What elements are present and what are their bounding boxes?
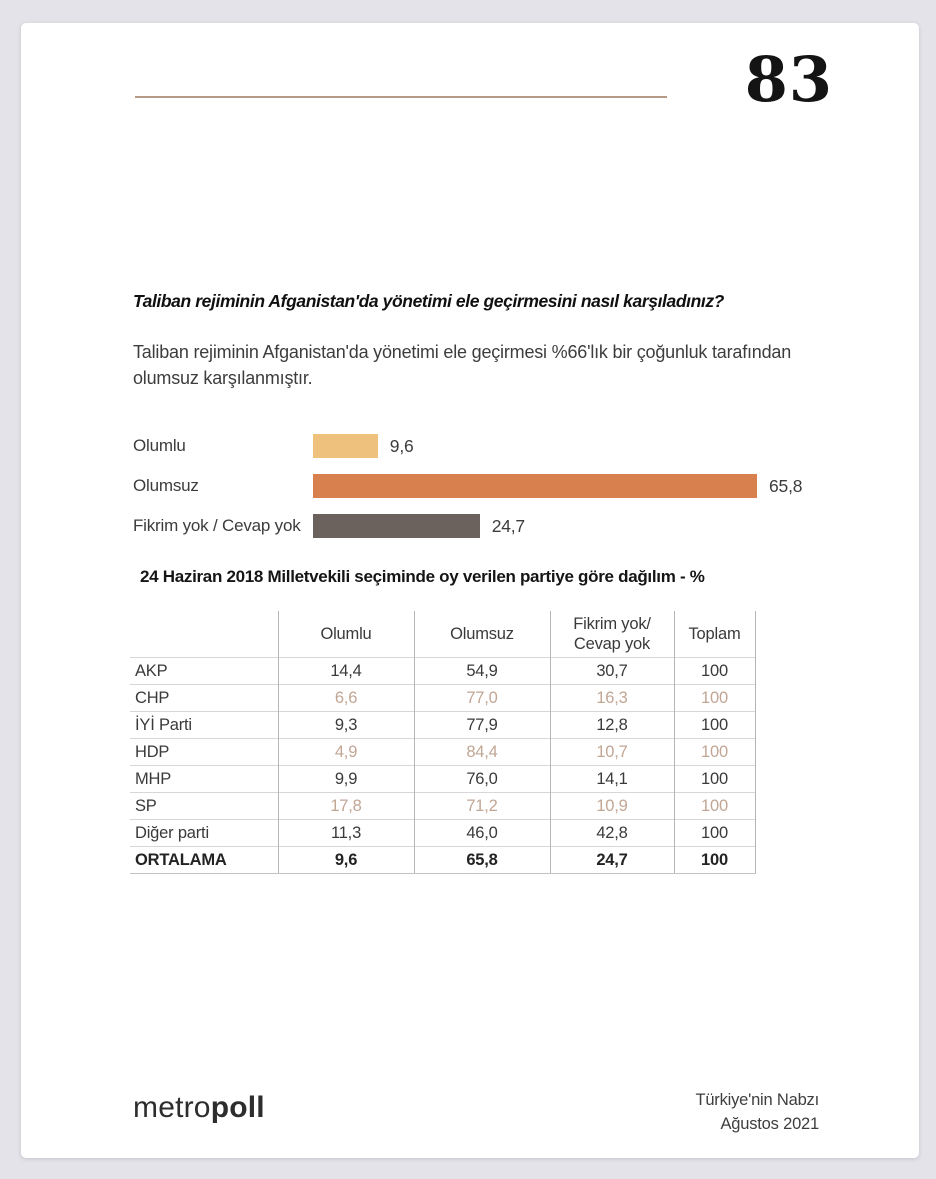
cell-olumlu: 14,4 <box>278 658 414 685</box>
table-title: 24 Haziran 2018 Milletvekili seçiminde oy verilen partiye göre dağılım - % <box>140 567 705 586</box>
header-party <box>130 611 278 658</box>
chart-row-fikrim-yok <box>133 506 853 546</box>
chart-row-olumsuz <box>133 466 853 506</box>
cell-fikrim: 10,7 <box>550 739 674 766</box>
chart-category-label: Fikrim yok / Cevap yok <box>133 516 301 535</box>
bar-track <box>313 514 853 538</box>
question-title: Taliban rejiminin Afganistan'da yönetimi ele geçirmesini nasıl karşıladınız? <box>133 291 724 311</box>
table-row-ortalama <box>130 847 755 874</box>
bar-value-label: 65,8 <box>769 475 803 496</box>
cell-toplam: 100 <box>674 847 755 874</box>
header-olumlu: Olumlu <box>278 611 414 658</box>
edition-name: Türkiye'nin Nabzı <box>695 1091 819 1109</box>
bar-olumsuz <box>313 474 757 498</box>
cell-toplam: 100 <box>674 793 755 820</box>
page-number: 83 <box>744 43 833 116</box>
cell-toplam: 100 <box>674 766 755 793</box>
cell-fikrim: 30,7 <box>550 658 674 685</box>
logo-poll: poll <box>210 1091 265 1124</box>
cell-olumsuz: 46,0 <box>414 820 550 847</box>
bar-olumlu <box>313 434 378 458</box>
cell-toplam: 100 <box>674 712 755 739</box>
question-summary: Taliban rejiminin Afganistan'da yönetimi ele geçirmesi %66'lık bir çoğunluk tarafından olumsuz karşılanmıştır. <box>133 342 792 388</box>
bar-chart <box>133 426 853 546</box>
cell-olumlu: 9,9 <box>278 766 414 793</box>
cell-olumlu: 4,9 <box>278 739 414 766</box>
cell-toplam: 100 <box>674 685 755 712</box>
party-breakdown-table <box>130 611 756 874</box>
party-name: İYİ Parti <box>130 712 278 739</box>
party-name: MHP <box>130 766 278 793</box>
party-name: ORTALAMA <box>130 847 278 874</box>
party-name: CHP <box>130 685 278 712</box>
party-name: Diğer parti <box>130 820 278 847</box>
header-fikrim-yok <box>550 611 674 658</box>
cell-olumlu: 17,8 <box>278 793 414 820</box>
table-row-iyi-parti <box>130 712 755 739</box>
cell-toplam: 100 <box>674 739 755 766</box>
footer-edition <box>695 1089 819 1136</box>
cell-olumlu: 11,3 <box>278 820 414 847</box>
table-row-diger-parti <box>130 820 755 847</box>
cell-toplam: 100 <box>674 658 755 685</box>
bar-track <box>313 434 853 458</box>
table-row-hdp <box>130 739 755 766</box>
cell-olumsuz: 77,9 <box>414 712 550 739</box>
cell-olumlu: 9,3 <box>278 712 414 739</box>
header-fikrim-line1: Fikrim yok/ <box>573 615 651 633</box>
bar-track <box>313 474 853 498</box>
cell-fikrim: 12,8 <box>550 712 674 739</box>
header-fikrim-line2: Cevap yok <box>573 635 651 653</box>
party-name: AKP <box>130 658 278 685</box>
header-olumsuz: Olumsuz <box>414 611 550 658</box>
chart-row-olumlu <box>133 426 853 466</box>
report-page <box>21 23 919 1158</box>
table-row-chp <box>130 685 755 712</box>
cell-olumsuz: 77,0 <box>414 685 550 712</box>
bar-fikrim-yok <box>313 514 480 538</box>
cell-toplam: 100 <box>674 820 755 847</box>
cell-fikrim: 16,3 <box>550 685 674 712</box>
bar-value-label: 24,7 <box>491 515 525 536</box>
party-name: HDP <box>130 739 278 766</box>
cell-olumsuz: 54,9 <box>414 658 550 685</box>
table-header-row <box>130 611 755 658</box>
party-name: SP <box>130 793 278 820</box>
table-row-mhp <box>130 766 755 793</box>
metropoll-logo <box>133 1091 265 1125</box>
cell-fikrim: 24,7 <box>550 847 674 874</box>
edition-date: Ağustos 2021 <box>720 1114 819 1133</box>
cell-fikrim: 10,9 <box>550 793 674 820</box>
table-row-akp <box>130 658 755 685</box>
logo-metro: metro <box>133 1091 211 1124</box>
chart-category-label: Olumlu <box>133 436 186 455</box>
table-row-sp <box>130 793 755 820</box>
cell-olumsuz: 84,4 <box>414 739 550 766</box>
chart-category-label: Olumsuz <box>133 476 199 495</box>
bar-value-label: 9,6 <box>389 435 414 456</box>
header-toplam: Toplam <box>674 611 755 658</box>
cell-fikrim: 14,1 <box>550 766 674 793</box>
cell-olumlu: 6,6 <box>278 685 414 712</box>
header-rule <box>135 96 667 98</box>
cell-fikrim: 42,8 <box>550 820 674 847</box>
cell-olumsuz: 76,0 <box>414 766 550 793</box>
cell-olumlu: 9,6 <box>278 847 414 874</box>
cell-olumsuz: 65,8 <box>414 847 550 874</box>
cell-olumsuz: 71,2 <box>414 793 550 820</box>
